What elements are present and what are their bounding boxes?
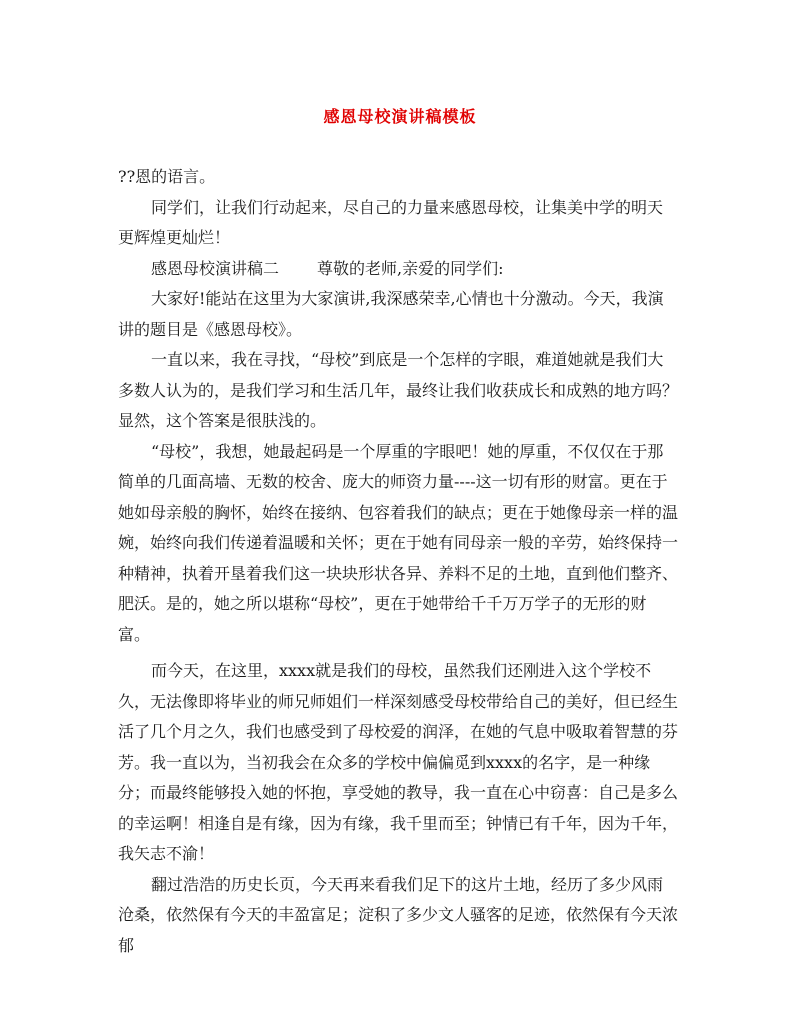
paragraph-5: 一直以来，我在寻找，“母校”到底是一个怎样的字眼，难道她就是我们大多数人认为的，是我们学习和生活几年，最终让我们收获成长和成熟的地方吗？显然，这个答案是很肤浅的。 (118, 350, 679, 430)
document-body (118, 162, 678, 961)
salutation: 尊敬的老师,亲爱的同学们: (317, 258, 504, 278)
document-title: 感恩母校演讲稿模板 (323, 107, 477, 126)
paragraph-6: “母校”，我想，她最起码是一个厚重的字眼吧！她的厚重，不仅仅在于那简单的几面高墙、无数的校舍、庞大的师资力量----这一切有形的财富。更在于她如母亲般的胸怀，始终在接纳、包容着我们的缺点；更在于她像母亲一样的温婉，始终向我们传递着温暖和关怀；更在于她有同母亲一般的辛劳，始终保持一种精神，执着开垦着我们这一块块形状各异、养料不足的土地，直到他们整齐、肥沃。是的，她之所以堪称“母校”，更在于她带给千千万万学子的无形的财富。 (118, 441, 679, 644)
paragraph-8: 翻过浩浩的历史长页，今天再来看我们足下的这片土地，经历了多少风雨沧桑，依然保有今天的丰盈富足；淀积了多少文人骚客的足迹，依然保有今天浓郁 (118, 874, 679, 955)
paragraph-2: 同学们，让我们行动起来，尽自己的力量来感恩母校，让集美中学的明天更辉煌更灿烂！ (118, 197, 664, 247)
paragraph-4: 大家好!能站在这里为大家演讲,我深感荣幸,心情也十分激动。今天，我演讲的题目是《感恩母校》。 (118, 289, 664, 339)
paragraph-3 (118, 254, 678, 285)
speech-heading: 感恩母校演讲稿二 (151, 258, 280, 278)
paragraph-1: ??恩的语言。 (118, 167, 216, 186)
paragraph-7: 而今天，在这里，xxxx就是我们的母校，虽然我们还刚进入这个学校不久，无法像即将毕业的师兄师姐们一样深刻感受母校带给自己的美好，但已经生活了几个月之久，我们也感受到了母校爱的润泽，在她的气息中吸取着智慧的芬芳。我一直以为，当初我会在众多的学校中偏偏觅到xxxx的名字，是一种缘分；而最终能够投入她的怀抱，享受她的教导，我一直在心中窃喜：自己是多么的幸运啊！相逢自是有缘，因为有缘，我千里而至；钟情已有千年，因为千年，我矢志不渝！ (118, 661, 679, 863)
